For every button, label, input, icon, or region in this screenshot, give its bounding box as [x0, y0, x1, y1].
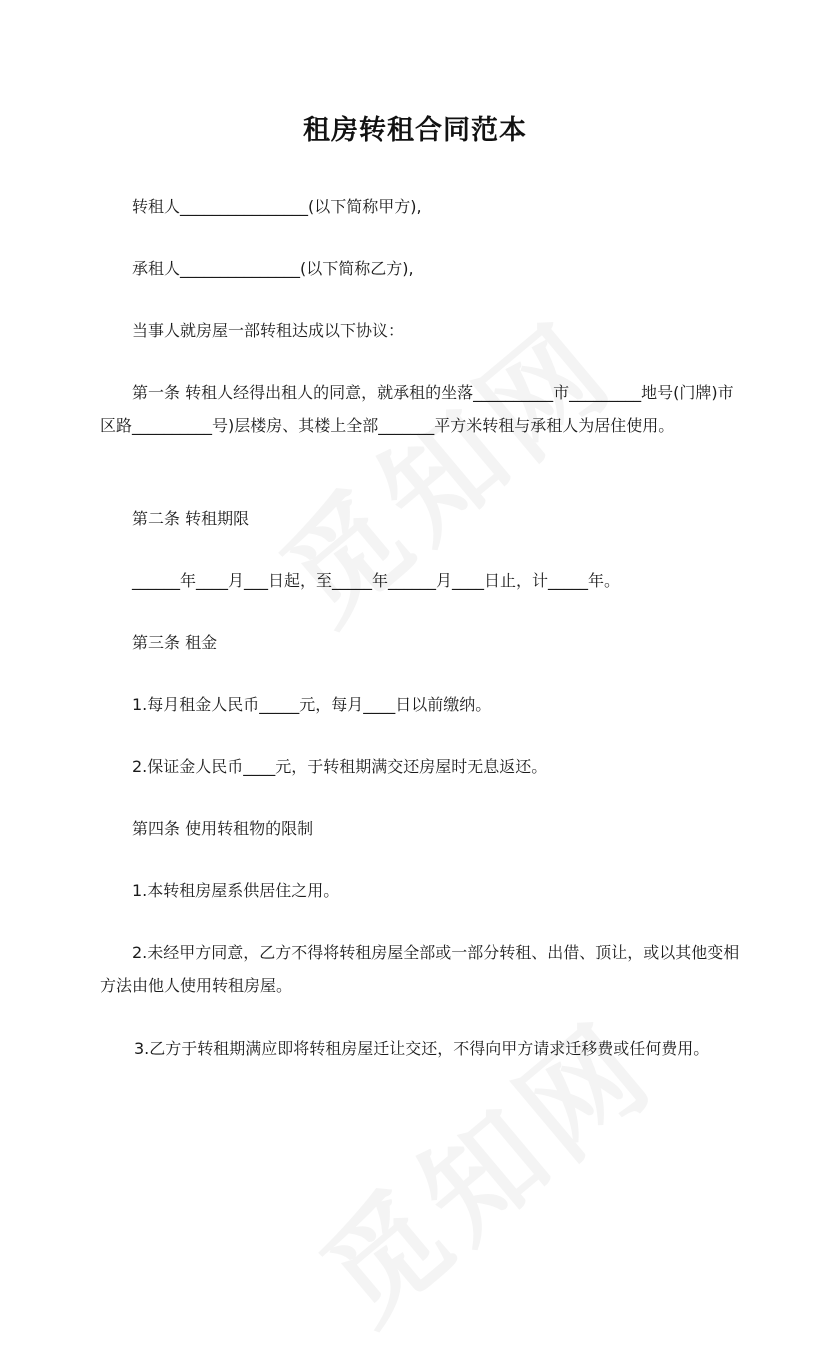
paragraph-sublessor: 转租人________________(以下简称甲方),	[132, 197, 422, 216]
heading-article-2: 第二条 转租期限	[132, 509, 250, 528]
paragraph-sublessee: 承租人_______________(以下简称乙方),	[132, 259, 414, 278]
paragraph-term-dates: ______年____月___日起，至_____年______月____日止，计_____年。	[132, 571, 621, 590]
paragraph-vacate: 3.乙方于转租期满应即将转租房屋迁让交还，不得向甲方请求迁移费或任何费用。	[134, 1039, 710, 1058]
paragraph-no-sublet: 2.未经甲方同意，乙方不得将转租房屋全部或一部分转租、出借、顶让，或以其他变相方法由他人使用转租房屋。	[100, 943, 740, 995]
paragraph-article-1: 第一条 转租人经得出租人的同意，就承租的坐落__________市_________地号(门牌)市区路__________号)层楼房、其楼上全部_______平方米转租与承租人为居住使用。	[100, 383, 734, 435]
paragraph-agreement-intro: 当事人就房屋一部转租达成以下协议：	[132, 321, 405, 340]
paragraph-rent-monthly: 1.每月租金人民币_____元，每月____日以前缴纳。	[132, 695, 492, 714]
document-title: 租房转租合同范本	[303, 115, 527, 146]
paragraph-residential-use: 1.本转租房屋系供居住之用。	[132, 881, 340, 900]
paragraph-deposit: 2.保证金人民币____元，于转租期满交还房屋时无息返还。	[132, 757, 548, 776]
heading-article-3: 第三条 租金	[132, 633, 218, 652]
heading-article-4: 第四条 使用转租物的限制	[132, 819, 314, 838]
